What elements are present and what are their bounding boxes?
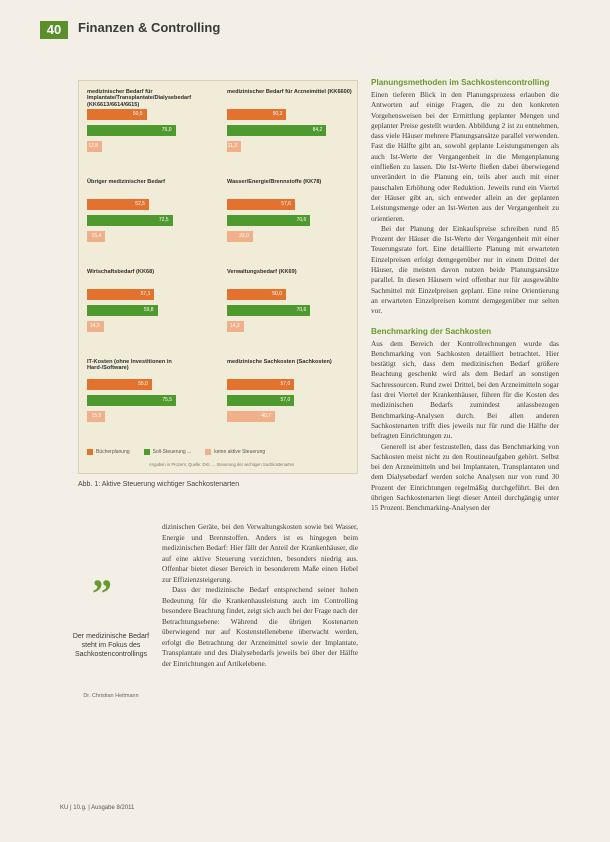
legend-swatch-sollwert [144, 449, 150, 455]
paragraph: Aus dem Bereich der Kontrollrechnungen wurde das Benchmarking von Sachkosten detailliert betrachtet. Hier bestätigt sich, dass dem medizinischen Bedarf größere Beachtung geschenkt wird als dem Bedarf an sonstigen Sachressourcen. Rund zwei Drittel, bei den Arzneimitteln sogar fast drei Viertel der Krankenhäuser, führen für die Kosten des medizinischen Bedarfs zumindest anlassbezogen Benchmarking-Analysen durch. Bei allen anderen Sachkostenarten trifft dies jeweils nur für rund die Hälfte der befragten Einrichtungen zu. [371, 338, 559, 441]
bar-row [87, 125, 215, 136]
middle-column [162, 522, 358, 669]
paragraph: Bei der Planung der Einkaufspreise schreiben rund 85 Prozent der Häuser die Ist-Werte der Vergangenheit mit einer Teuerungsrate fort. Eine detaillierte Planung mit erwarteten Einzelpreisen erfolgt demgegenüber nur in einem Drittel der Häuser, die meisten davon nutzen beide Planungsansätze parallel. In diesen Häusern wird offenbar nur für ausgewählte Sachmittel mit Einzelpreisen geplant. Eine reine Orientierung an erwarteten Einzelpreisen kommt demgegenüber nur selten vor. [371, 223, 559, 316]
heading-benchmarking: Benchmarking der Sachkosten [371, 326, 492, 336]
bar-row [87, 215, 215, 226]
bar: 50,5 [87, 109, 147, 120]
bar: 15,4 [87, 231, 105, 242]
chart-panel [227, 89, 355, 157]
bar-row [87, 231, 215, 242]
bar-row [227, 321, 355, 332]
bar-row [227, 141, 355, 152]
bar-row [87, 395, 215, 406]
page-header [40, 16, 590, 44]
bar-row [227, 109, 355, 120]
figure-caption: Abb. 1: Aktive Steuerung wichtiger Sachkostenarten [78, 481, 240, 488]
bar: 70,6 [227, 305, 310, 316]
bar: 14,2 [227, 321, 244, 332]
legend-label: keine aktive Steuerung [214, 449, 266, 455]
legend-item [87, 449, 130, 455]
bar: 12,8 [87, 141, 102, 152]
bar: 57,1 [87, 289, 154, 300]
legend-label: Soll-Steuerung ... [152, 449, 192, 455]
bar-row [87, 199, 215, 210]
bar: 75,5 [87, 395, 176, 406]
bar-row [227, 231, 355, 242]
legend-label: Bücherplanung [96, 449, 130, 455]
panel-title: Verwaltungsbedarf (KK69) [227, 269, 297, 275]
paragraph: dizinischen Geräte, bei den Verwaltungskosten sowie bei Wasser, Energie und Brennstoffen. Anders ist es hingegen beim medizinischen Bedarf: Hier fällt der Anteil der Krankenhäuser, die auf eine aktive Steuerung verzichten, besonders niedrig aus. Offenbar bietet dieser Bereich in besonderem Maße einen Hebel zur Effizienzsteigerung. [162, 522, 358, 584]
chart-panel [227, 359, 355, 427]
chart-panel [227, 269, 355, 337]
bar: 70,6 [227, 215, 310, 226]
bar-row [87, 379, 215, 390]
legend-swatch-relevanz [205, 449, 211, 455]
chart-figure [78, 80, 358, 474]
bar-row [87, 141, 215, 152]
bar: 50,0 [227, 289, 286, 300]
bar-row [87, 411, 215, 422]
legend-swatch-istwert [87, 449, 93, 455]
bar-row [227, 199, 355, 210]
bar-row [227, 125, 355, 136]
bar: 52,5 [87, 199, 149, 210]
bar: 14,0 [87, 321, 104, 332]
bar: 75,0 [87, 125, 176, 136]
chart-panel [87, 269, 215, 337]
panel-title: Wasser/Energie/Brennstoffe (KK78) [227, 179, 322, 185]
bar-row [87, 109, 215, 120]
chart-panel [87, 89, 215, 157]
chart-panel [227, 179, 355, 247]
panel-title: Übriger medizinischer Bedarf [87, 179, 166, 185]
legend-item [144, 449, 192, 455]
panel-title: medizinische Sachkosten (Sachkosten) [227, 359, 332, 365]
bar-row [87, 305, 215, 316]
figure-source: Angaben in Prozent, Quelle: DKI, ... Steuerung der wichtigen Sachkostenarten [149, 462, 295, 467]
chart-panel [87, 359, 215, 427]
paragraph: Generell ist aber festzustellen, dass das Benchmarking von Sachkosten meist nicht zu den Routineaufgaben gehört. Selbst bei den Arzneimitteln und bei Implantaten, Transplantaten und dem Dialysebedarf werden solche Analysen nur von rund 30 Prozent der Einrichtungen regelmäßig durchgeführt. Bei den übrigen Sachkostenarten liegt dieser Anteil durchgängig unter 15 Prozent. Benchmarking-Analysen der [371, 441, 559, 513]
right-column [371, 78, 559, 514]
bar-row [227, 215, 355, 226]
page-number: 40 [40, 21, 68, 39]
heading-planning-methods: Planungsmethoden im Sachkostencontrolling [371, 78, 550, 87]
bar-row [227, 289, 355, 300]
bar: 57,0 [227, 395, 294, 406]
paragraph: Dass der medizinische Bedarf entsprechend seiner hohen Bedeutung für die Krankenhausleistung auch im Controlling besondere Beachtung findet, zeigt sich auch bei der Frage nach der Betrachtungsebene: Während die übrigen Kostenarten überwiegend nur auf Kostenstellenebene überwacht werden, erfolgt die Betrachtung der Arzneimittel sowie der Implantate, Transplantate und des Dialysebedarfs jeweils bei über der Hälfte der Einrichtungen auf Artikelebene. [162, 585, 358, 668]
bar-row [227, 395, 355, 406]
bar-row [227, 379, 355, 390]
pull-quote: Der medizinische Bedarf steht im Fokus des Sachkostencontrollings [72, 633, 150, 658]
paragraph: Einen tieferen Blick in den Planungsprozess erlauben die Antworten auf einige Fragen, die zu den konkreten Vorgehensweisen bei der Ermittlung geplanter Mengen und geplanter Preise gestellt wurden. Abbildung 2 ist zu entnehmen, dass viele Häuser mehrere Planungsansätze parallel verwenden. Fast die Hälfte gibt an, sowohl geplante Leistungsmengen als auch Ist-Werte der Vergangenheit in die Mengenplanung einfließen zu lassen. Die Ist-Werte fließen dabei überwiegend unverändert in die Planung ein, teils aber auch mit einer pauschalen Erhöhung oder Reduktion. Jeweils rund ein Viertel der Häuser gibt an, sich entweder allein an der geplanten Leistungsmenge oder an Ist-Werten aus der Vergangenheit zu orientieren. [371, 90, 559, 223]
bar: 57,6 [227, 199, 295, 210]
panel-title: Wirtschaftsbedarf (KK68) [87, 269, 155, 275]
panel-title: IT-Kosten (ohne Investitionen in Hard-/Software) [87, 359, 172, 372]
chart-panel [87, 179, 215, 247]
bar: 72,5 [87, 215, 173, 226]
bar-row [87, 289, 215, 300]
bar: 55,0 [87, 379, 152, 390]
panel-title: medizinischer Bedarf für Implantate/Transplantate/Dialysebedarf (KK6613/6614/6615) [87, 89, 192, 108]
bar-row [87, 321, 215, 332]
bar: 50,3 [227, 109, 286, 120]
page-footer: KU | 10.g. | Ausgabe 8/2011 [60, 805, 135, 811]
legend-item [205, 449, 265, 455]
chart-legend [87, 449, 265, 455]
panel-title: medizinischer Bedarf für Arzneimittel (KK6600) [227, 89, 352, 95]
quote-mark-icon: ” [92, 571, 112, 616]
bar: 11,3 [227, 141, 241, 152]
bar: 15,5 [87, 411, 105, 422]
bar: 40,7 [227, 411, 275, 422]
bar-row [227, 305, 355, 316]
bar: 59,8 [87, 305, 158, 316]
pull-quote-author: Dr. Christian Heitmann [83, 693, 139, 699]
bar-row [227, 411, 355, 422]
bar: 22,0 [227, 231, 253, 242]
bar: 84,2 [227, 125, 326, 136]
bar: 57,0 [227, 379, 294, 390]
section-title: Finanzen & Controlling [78, 20, 221, 35]
